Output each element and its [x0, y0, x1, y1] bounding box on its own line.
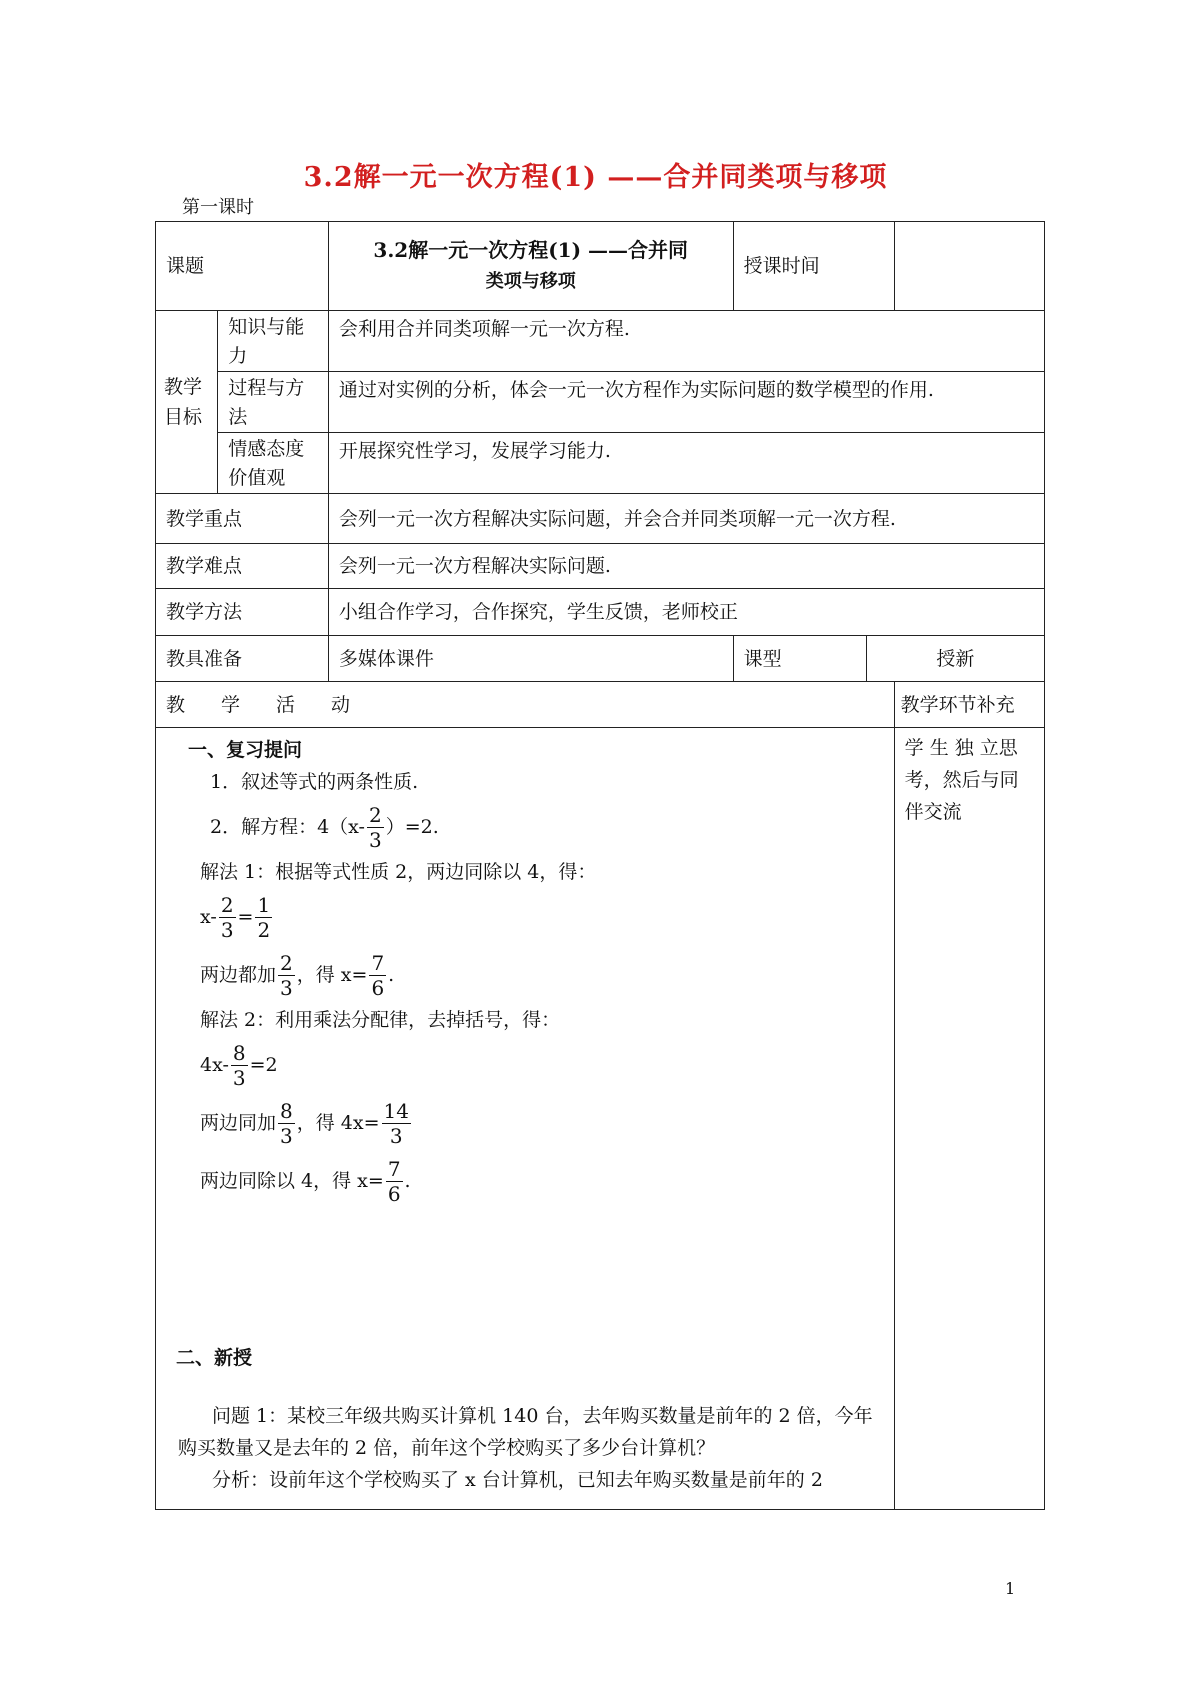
step1-mid: ，得 x= — [296, 964, 368, 986]
tools-row — [156, 636, 1045, 682]
topic-label: 课题 — [156, 222, 329, 311]
tools-label: 教具准备 — [156, 636, 329, 682]
frac-num: 2 — [280, 950, 293, 975]
goal-value-process: 通过对实例的分析，体会一元一次方程作为实际问题的数学模型的作用. — [328, 372, 1044, 433]
frac-num: 2 — [220, 892, 234, 917]
fraction-14-3 — [382, 1099, 411, 1148]
step-2 — [166, 1094, 884, 1152]
review-q2 — [166, 798, 884, 856]
eq2-suffix: =2 — [249, 1054, 278, 1076]
goals-label-line1: 教学 — [164, 376, 203, 398]
type-label: 课型 — [733, 636, 866, 682]
goal-label-knowledge-2: 力 — [228, 345, 248, 367]
goal-label-emotion-1: 情感态度 — [228, 438, 305, 460]
period: . — [404, 1170, 411, 1192]
equation-1 — [166, 888, 884, 946]
fraction-8-3 — [231, 1041, 248, 1090]
fraction-7-6 — [386, 1157, 403, 1206]
analysis: 分析：设前年这个学校购买了 x 台计算机，已知去年购买数量是前年的 2 — [212, 1469, 823, 1491]
fraction-2-3 — [219, 893, 236, 942]
frac-den: 2 — [257, 917, 271, 942]
frac-num: 2 — [368, 802, 382, 827]
frac-den: 3 — [389, 1123, 403, 1148]
period: . — [388, 964, 395, 986]
difficulty-value: 会列一元一次方程解决实际问题. — [328, 544, 1044, 589]
frac-num: 14 — [383, 1098, 409, 1123]
goal-row-process — [156, 372, 1045, 433]
difficulty-row — [156, 544, 1045, 589]
fraction-8-3 — [278, 1099, 295, 1148]
frac-den: 3 — [280, 1123, 293, 1148]
goal-label-process — [218, 372, 329, 433]
fraction-7-6 — [369, 951, 386, 1000]
key-row — [156, 494, 1045, 544]
supplement-label: 教学环节补充 — [894, 682, 1044, 728]
frac-den: 3 — [368, 827, 382, 852]
method-row — [156, 589, 1045, 636]
frac-den: 3 — [220, 917, 234, 942]
step-1 — [166, 946, 884, 1004]
difficulty-label: 教学难点 — [156, 544, 329, 589]
problem-1: 问题 1：某校三年级共购买计算机 140 台，去年购买数量是前年的 2 倍，今年购买数量又是去年的 2 倍，前年这个学校购买了多少台计算机？ — [178, 1405, 873, 1459]
solution-2-intro: 解法 2：利用乘法分配律，去掉括号，得： — [200, 1009, 561, 1031]
topic-value — [328, 222, 733, 311]
key-value: 会列一元一次方程解决实际问题，并会合并同类项解一元一次方程. — [328, 494, 1044, 544]
supplement-notes: 学 生 独 立思考，然后与同伴交流 — [894, 728, 1044, 1510]
q2-prefix: 2．解方程：4（x- — [210, 816, 365, 838]
topic-value-line2: 类项与移项 — [485, 271, 576, 292]
frac-den: 6 — [371, 975, 385, 1000]
time-label: 授课时间 — [733, 222, 894, 311]
step3-prefix: 两边同除以 4，得 x= — [200, 1170, 384, 1192]
frac-num: 7 — [387, 1156, 401, 1181]
section-new: 二、新授 — [176, 1347, 253, 1369]
step1-prefix: 两边都加 — [200, 964, 277, 986]
spacer — [166, 1210, 884, 1342]
goal-row-knowledge — [156, 311, 1045, 372]
frac-den: 3 — [232, 1065, 246, 1090]
goal-value-knowledge: 会利用合并同类项解一元一次方程. — [328, 311, 1044, 372]
fraction-1-2 — [255, 893, 272, 942]
frac-num: 7 — [371, 950, 385, 975]
step2-mid: ，得 4x= — [296, 1112, 380, 1134]
fraction-2-3 — [278, 951, 295, 1000]
lesson-plan-table — [155, 221, 1045, 1510]
frac-num: 8 — [280, 1098, 293, 1123]
topic-row — [156, 222, 1045, 311]
lesson-label: 第一课时 — [182, 197, 254, 218]
section-review: 一、复习提问 — [188, 739, 303, 761]
solution-1-intro: 解法 1：根据等式性质 2，两边同除以 4，得： — [200, 861, 597, 883]
q2-suffix: ）=2. — [385, 816, 439, 838]
spacer — [166, 1374, 884, 1400]
review-q1: 1．叙述等式的两条性质. — [210, 771, 419, 793]
activity-label-text: 教学活动 — [166, 693, 387, 716]
key-label: 教学重点 — [156, 494, 329, 544]
frac-num: 1 — [257, 892, 271, 917]
document-title: 3.2解一元一次方程(1) ——合并同类项与移项 — [303, 162, 888, 193]
goal-label-process-2: 法 — [228, 406, 248, 428]
method-value: 小组合作学习，合作探究，学生反馈，老师校正 — [328, 589, 1044, 636]
activity-header-row — [156, 682, 1045, 728]
goals-label-line2: 目标 — [164, 406, 203, 428]
goal-label-knowledge — [218, 311, 329, 372]
frac-num: 8 — [232, 1040, 246, 1065]
goal-label-knowledge-1: 知识与能 — [228, 316, 305, 338]
goal-label-emotion-2: 价值观 — [228, 467, 286, 489]
frac-den: 3 — [280, 975, 293, 1000]
time-value — [894, 222, 1044, 311]
goals-label — [156, 311, 218, 494]
activity-label — [156, 682, 895, 728]
tools-value: 多媒体课件 — [328, 636, 733, 682]
goal-row-emotion — [156, 433, 1045, 494]
eq2-prefix: 4x- — [200, 1054, 229, 1076]
step2-prefix: 两边同加 — [200, 1112, 277, 1134]
frac-den: 6 — [387, 1181, 401, 1206]
goal-label-emotion — [218, 433, 329, 494]
fraction-2-3 — [367, 803, 384, 852]
eq1-equals: = — [237, 906, 254, 928]
activity-content — [156, 728, 895, 1510]
goal-label-process-1: 过程与方 — [228, 377, 305, 399]
topic-value-line1: 3.2解一元一次方程(1) ——合并同 — [373, 238, 689, 262]
page-number: 1 — [1005, 1579, 1016, 1598]
eq1-prefix: x- — [200, 906, 217, 928]
activity-content-row — [156, 728, 1045, 1510]
type-value: 授新 — [866, 636, 1044, 682]
goal-value-emotion: 开展探究性学习，发展学习能力. — [328, 433, 1044, 494]
step-3 — [166, 1152, 884, 1210]
method-label: 教学方法 — [156, 589, 329, 636]
equation-2 — [166, 1036, 884, 1094]
